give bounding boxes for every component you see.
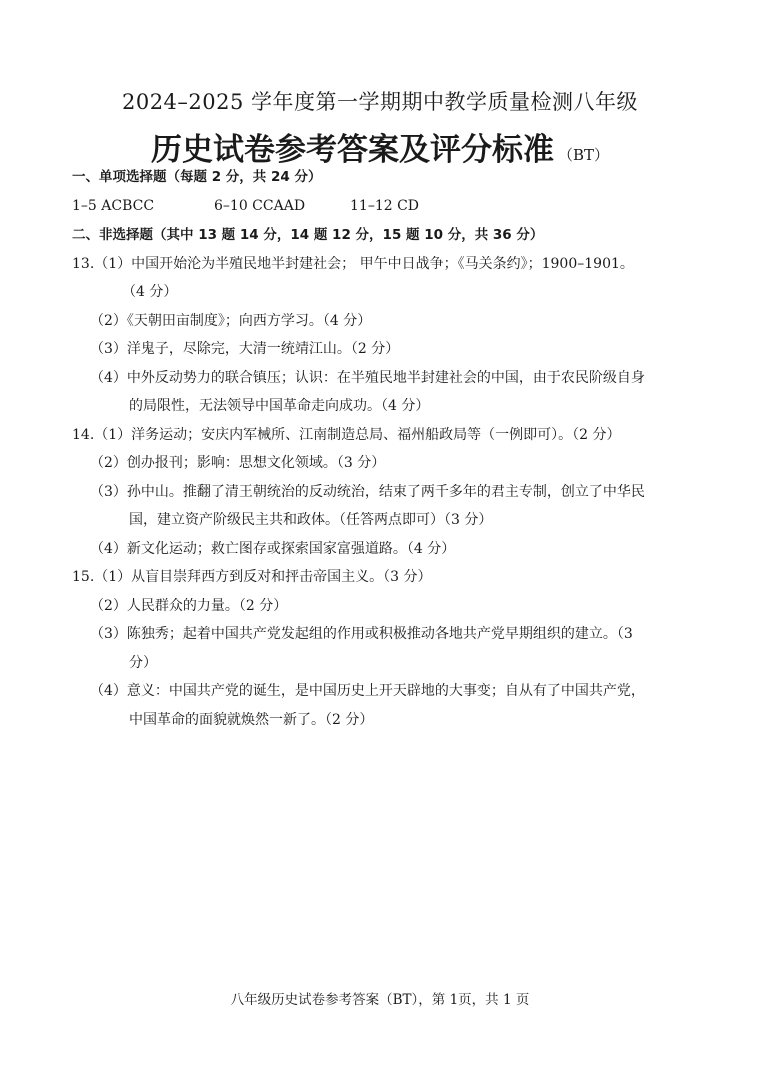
answer-line: 14.（1）洋务运动；安庆内军械所、江南制造总局、福州船政局等（一例即可）。（2 分） <box>72 427 621 443</box>
answer-group-3: 11–12 CD <box>350 198 420 214</box>
answer-line: （2）创办报刊；影响：思想文化领域。（3 分） <box>90 455 386 471</box>
document-subtitle: 2024–2025 学年度第一学期期中教学质量检测八年级 <box>121 90 639 114</box>
page-footer: 八年级历史试卷参考答案（BT），第 1页，共 1 页 <box>230 992 530 1008</box>
answer-line: （3）洋鬼子，尽除完，大清一统靖江山。（2 分） <box>90 341 400 357</box>
answer-line: 13.（1）中国开始沦为半殖民地半封建社会； 甲午中日战争；《马关条约》；1900–1901。 <box>72 256 634 272</box>
answer-line: （2）《天朝田亩制度》；向西方学习。（4 分） <box>90 313 372 329</box>
section2-heading: 二、非选择题（其中 13 题 14 分，14 题 12 分，15 题 10 分，共 36 分） <box>72 227 544 243</box>
answer-line: （3）孙中山。推翻了清王朝统治的反动统治，结束了两千多年的君主专制，创立了中华民 <box>90 484 645 500</box>
section1-heading: 一、单项选择题（每题 2 分，共 24 分） <box>72 169 322 185</box>
choice-answers <box>72 196 419 216</box>
answer-line: （2）人民群众的力量。（2 分） <box>90 598 288 614</box>
answer-line: （4 分） <box>122 284 178 300</box>
answer-line: （4）意义：中国共产党的诞生，是中国历史上开天辟地的大事变；自从有了中国共产党， <box>90 683 645 699</box>
answer-group-1: 1–5 ACBCC <box>72 198 155 214</box>
document-title-text: 历史试卷参考答案及评分标准 <box>150 132 554 168</box>
answer-group-2: 6–10 CCAAD <box>214 198 306 214</box>
answer-line: 中国革命的面貌就焕然一新了。（2 分） <box>129 712 374 728</box>
answer-line: （4）新文化运动；救亡图存或探索国家富强道路。（4 分） <box>90 541 456 557</box>
document-title-tag: （BT） <box>557 146 610 164</box>
answer-line: （3）陈独秀；起着中国共产党发起组的作用或积极推动各地共产党早期组织的建立。（3 <box>90 626 633 642</box>
answer-line: 的局限性，无法领导中国革命走向成功。（4 分） <box>129 398 430 414</box>
answer-line: 分） <box>129 655 157 671</box>
answer-line: （4）中外反动势力的联合镇压；认识：在半殖民地半封建社会的中国，由于农民阶级自身 <box>90 370 645 386</box>
answer-line: 15.（1）从盲目崇拜西方到反对和抨击帝国主义。（3 分） <box>72 569 432 585</box>
answer-line: 国，建立资产阶级民主共和政体。（任答两点即可）（3 分） <box>129 512 493 528</box>
document-title <box>0 124 760 169</box>
